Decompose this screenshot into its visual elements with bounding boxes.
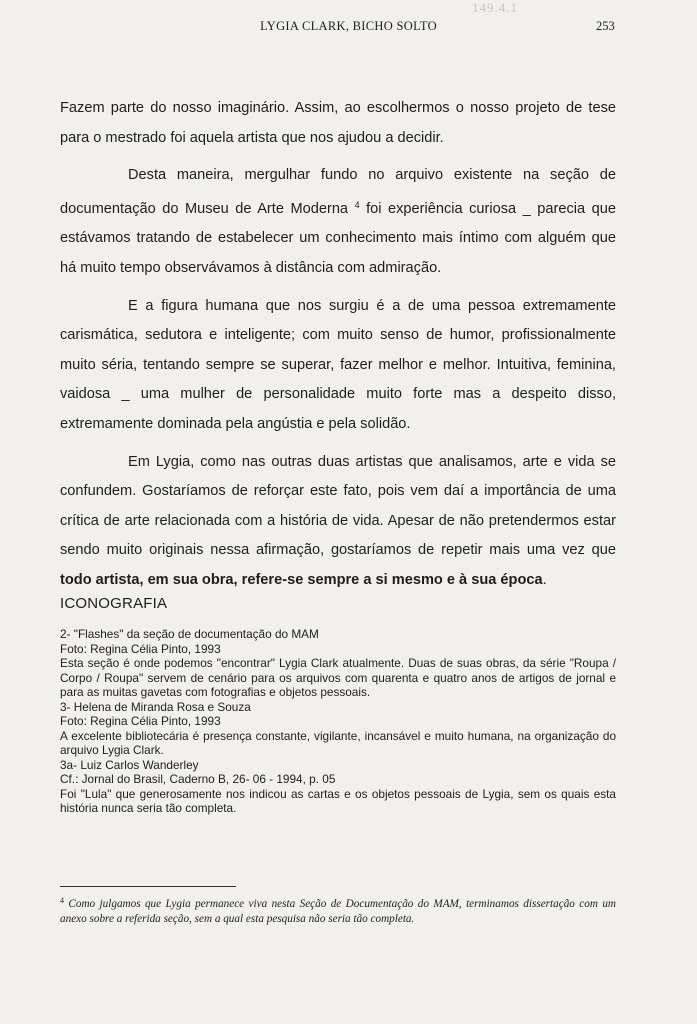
pencil-annotation: 149.4.1 <box>472 0 518 15</box>
iconografia-heading: ICONOGRAFIA <box>60 595 168 612</box>
footnote-number: 4 <box>60 896 64 905</box>
caption-item-title: 3- Helena de Miranda Rosa e Souza <box>60 699 251 714</box>
paragraph-4-end: . <box>542 571 547 588</box>
paragraph-3: E a figura humana que nos surgiu é a de uma pessoa extremamente carismática, sedutora e inteligente; com muito senso de humor, profissionalmente muito séria, tentando sempre se superar, fazer melhor e melhor. Intuitiva, feminina, vaidosa _ uma mulher de personalidade muito forte mas a despeito disso, extremamente dominada pela angústia e pela solidão. <box>60 297 616 432</box>
caption-description: A excelente bibliotecária é presença constante, vigilante, incansável e muito humana, na organização do arquivo Lygia Clark. <box>60 728 616 757</box>
footnote-reference: 4 <box>354 199 360 210</box>
caption-photo-credit: Foto: Regina Célia Pinto, 1993 <box>60 714 221 728</box>
caption-item-title: 2- "Flashes" da seção de documentação do MAM <box>60 627 319 641</box>
caption-source: Cf.: Jornal do Brasil, Caderno B, 26- 06 - 1994, p. 05 <box>60 772 336 786</box>
paragraph-4 <box>60 448 616 596</box>
footnote-divider <box>60 886 236 887</box>
paragraph-2-continuation: foi experiência curiosa _ parecia que estávamos tratando de estabelecer um conhecimento mais íntimo com alguém que há muito tempo observávamos à distância com admiração. <box>60 200 616 276</box>
paragraph-1: Fazem parte do nosso imaginário. Assim, ao escolhermos o nosso projeto de tese para o mestrado foi aquela artista que nos ajudou a decidir. <box>60 100 616 146</box>
page-number: 253 <box>596 19 615 33</box>
caption-description: Esta seção é onde podemos "encontrar" Lygia Clark atualmente. Duas de suas obras, da série "Roupa / Corpo / Roupa" servem de cenário para os arquivos com quarenta e quatro anos de artigos de jornal e para as muitas gavetas com fotografias e objetos pessoais. <box>60 656 616 699</box>
footnote-text: Como julgamos que Lygia permanece viva nesta Seção de Documentação do MAM, terminamos dissertação com um anexo sobre a referida seção, sem a qual esta pesquisa não seria tão completa. <box>60 898 617 925</box>
paragraph-2-text: Desta maneira, mergulhar fundo no arquivo existente na seção de documentação do Museu de Arte Moderna <box>60 167 616 217</box>
paragraph-2 <box>60 161 616 283</box>
caption-photo-credit: Foto: Regina Célia Pinto, 1993 <box>60 641 221 656</box>
caption-description: Foi "Lula" que generosamente nos indicou as cartas e os objetos pessoais de Lygia, sem os quais esta história nunca seria tão completa. <box>60 786 616 815</box>
iconografia-list <box>60 627 616 816</box>
emphasis-sentence: todo artista, em sua obra, refere-se sempre a si mesmo e à sua época <box>60 571 543 588</box>
footnote <box>60 893 616 927</box>
paragraph-4-text: Em Lygia, como nas outras duas artistas que analisamos, arte e vida se confundem. Gostaríamos de reforçar este fato, pois vem daí a importância de uma crítica de arte relacionada com a história de vida. Apesar de não pretendermos estar sendo muito originais nessa afirmação, gostaríamos de repetir mais uma vez que <box>60 453 616 559</box>
caption-item-title: 3a- Luiz Carlos Wanderley <box>60 757 199 772</box>
body-text <box>60 94 616 596</box>
running-title: LYGIA CLARK, BICHO SOLTO <box>260 19 437 33</box>
